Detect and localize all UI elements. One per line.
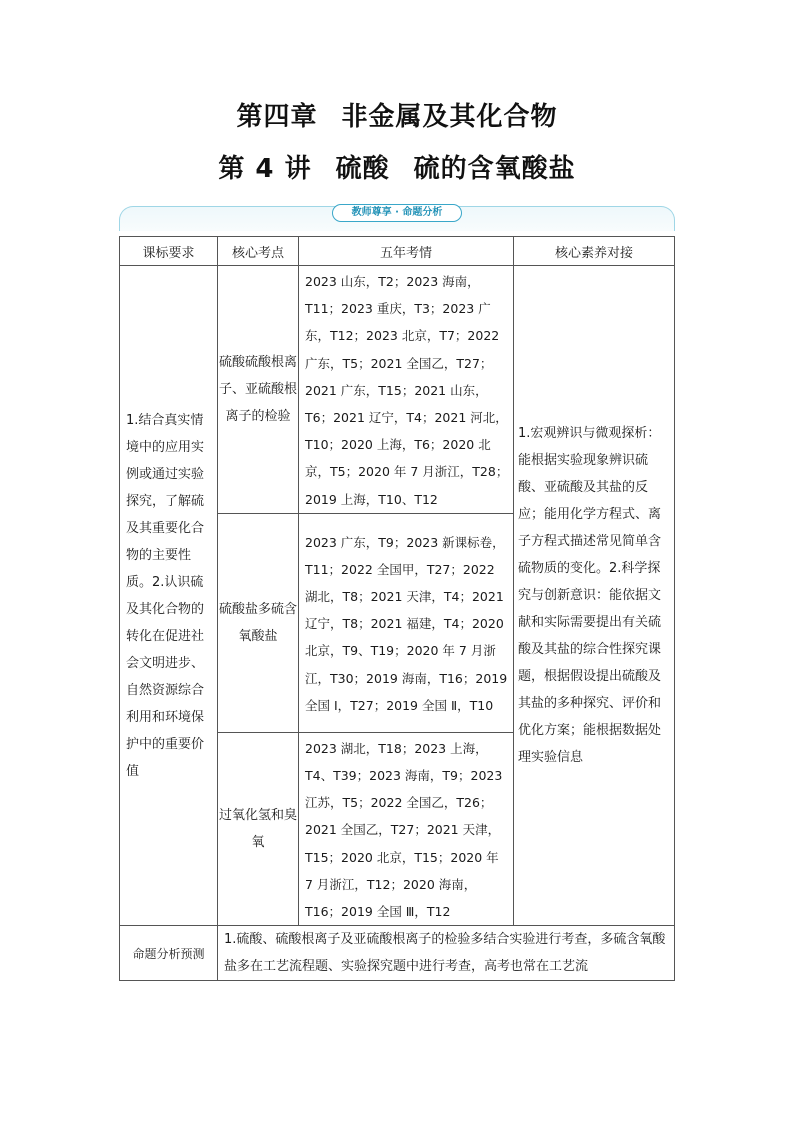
header-core-topic: 核心考点 <box>218 237 299 266</box>
header-requirements: 课标要求 <box>120 237 218 266</box>
table-row <box>120 926 675 981</box>
prediction-text: 1.硫酸、硫酸根离子及亚硫酸根离子的检验多结合实验进行考查，多硫含氧酸盐多在工艺流程题、实验探究题中进行考查，高考也常在工艺流 <box>218 926 675 981</box>
prediction-label: 命题分析预测 <box>120 926 218 981</box>
lesson-number: 第 4 讲 <box>218 154 312 184</box>
lesson-topic-1: 硫酸 <box>335 154 390 184</box>
header-five-year-exams: 五年考情 <box>299 237 514 266</box>
chapter-number: 第四章 <box>236 102 318 132</box>
table-row <box>120 266 675 514</box>
topic-cell: 过氧化氢和臭氧 <box>218 732 299 925</box>
exams-cell: 2023 广东，T9；2023 新课标卷，T11；2022 全国甲，T27；2022 湖北，T8；2021 天津，T4；2021 辽宁，T8；2021 福建，T4；2020 北京，T9、T19；2020 年 7 月浙江，T30；2019 海南，T16；2019 全国 Ⅰ，T27；2019 全国 Ⅱ，T10 <box>299 513 514 732</box>
exams-cell: 2023 湖北，T18；2023 上海，T4、T39；2023 海南，T9；2023 江苏，T5；2022 全国乙，T26；2021 全国乙，T27；2021 天津，T15；2020 北京，T15；2020 年 7 月浙江，T12；2020 海南，T16；2019 全国 Ⅲ，T12 <box>299 732 514 925</box>
chapter-name: 非金属及其化合物 <box>341 102 558 132</box>
table-header-row <box>120 237 675 266</box>
topic-cell: 硫酸盐多硫含氧酸盐 <box>218 513 299 732</box>
teacher-banner <box>119 206 675 231</box>
topic-cell: 硫酸硫酸根离子、亚硫酸根离子的检验 <box>218 266 299 514</box>
lesson-title <box>0 148 794 185</box>
chapter-title <box>0 96 794 133</box>
analysis-table <box>119 236 675 981</box>
literacy-cell: 1.宏观辨识与微观探析：能根据实验现象辨识硫酸、亚硫酸及其盐的反应；能用化学方程式、离子方程式描述常见简单含硫物质的变化。2.科学探究与创新意识：能依据文献和实际需要提出有关硫酸及其盐的综合性探究课题，根据假设提出硫酸及其盐的多种探究、评价和优化方案；能根据数据处理实验信息 <box>514 266 675 926</box>
header-core-literacy: 核心素养对接 <box>514 237 675 266</box>
lesson-topic-2: 硫的含氧酸盐 <box>413 154 576 184</box>
banner-label: 教师尊享 · 命题分析 <box>332 204 462 222</box>
exams-cell: 2023 山东，T2；2023 海南，T11；2023 重庆，T3；2023 广东，T12；2023 北京，T7；2022 广东，T5；2021 全国乙，T27；2021 广东，T15；2021 山东，T6；2021 辽宁，T4；2021 河北，T10；2020 上海，T6；2020 北京，T5；2020 年 7 月浙江，T28；2019 上海，T10、T12 <box>299 266 514 514</box>
requirements-cell: 1.结合真实情境中的应用实例或通过实验探究，了解硫及其重要化合物的主要性质。2.认识硫及其化合物的转化在促进社会文明进步、自然资源综合利用和环境保护中的重要价值 <box>120 266 218 926</box>
